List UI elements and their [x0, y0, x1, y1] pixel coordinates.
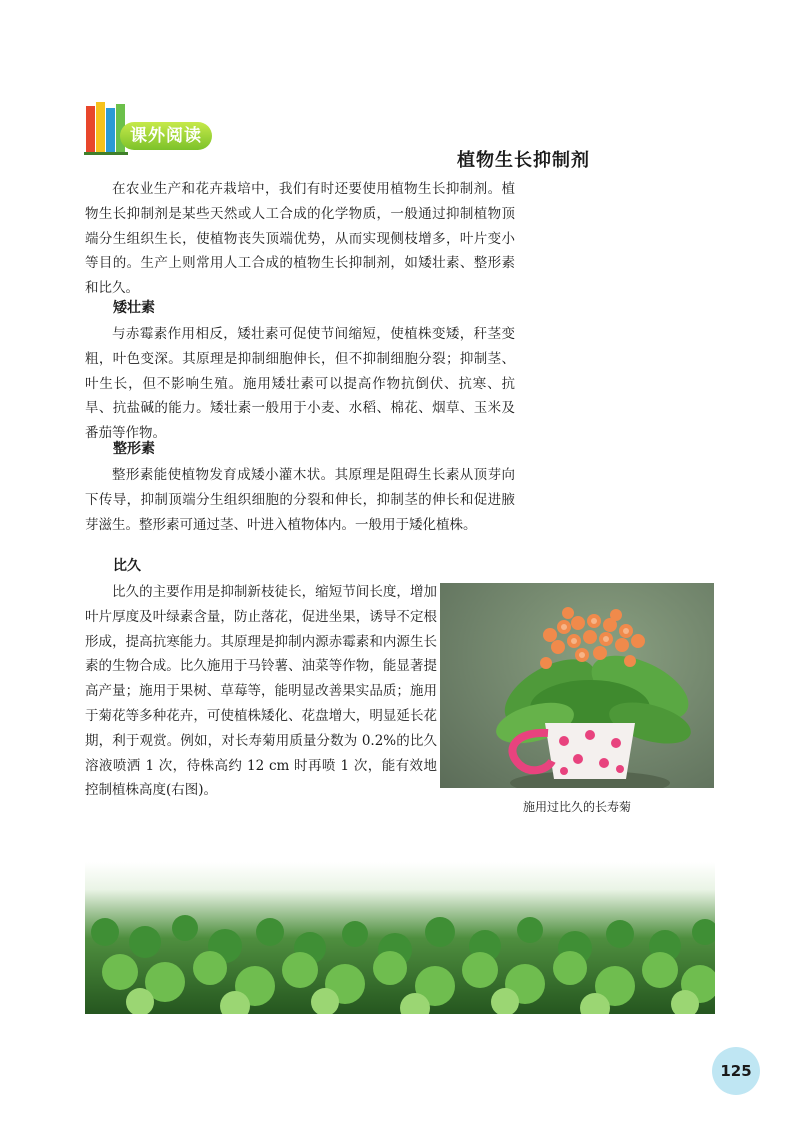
section-aizhuangsu: [85, 294, 515, 446]
section-paragraph: 整形素能使植物发育成矮小灌木状。其原理是阻碍生长素从顶芽向下传导，抑制顶端分生组织细胞的分裂和伸长，抑制茎的伸长和促进腋芽滋生。整形素可通过茎、叶进入植物体内。一般用于矮化植株。: [85, 467, 515, 533]
section-bijiu: [85, 552, 437, 803]
flower-pot-illustration: [440, 583, 714, 788]
section-heading: 比久: [113, 558, 141, 574]
page-number: 125: [712, 1047, 760, 1095]
section-heading: 矮壮素: [113, 300, 155, 316]
section-paragraph: 与赤霉素作用相反，矮壮素可促使节间缩短，使植株变矮，秆茎变粗，叶色变深。其原理是抑制细胞伸长，但不抑制细胞分裂；抑制茎、叶生长，但不影响生殖。施用矮壮素可以提高作物抗倒伏、抗寒、抗旱、抗盐碱的能力。矮壮素一般用于小麦、水稻、棉花、烟草、玉米及番茄等作物。: [85, 326, 515, 442]
article-title: 植物生长抑制剂: [457, 150, 590, 171]
section-heading: 整形素: [113, 441, 155, 457]
intro-block: [85, 177, 515, 301]
section-paragraph: 比久的主要作用是抑制新枝徒长，缩短节间长度，增加叶片厚度及叶绿素含量，防止落花，促进坐果，诱导不定根形成，提高抗寒能力。其原理是抑制内源赤霉素和内源生长素的生物合成。比久施用于马铃薯、油菜等作物，能显著提高产量；施用于果树、草莓等，能明显改善果实品质；施用于菊花等多种花卉，可使植株矮化、花盘增大，明显延长花期，利于观赏。例如，对长寿菊用质量分数为 0.2%的比久溶液喷洒 1 次，待株高约 12 cm 时再喷 1 次，能有效地控制植株高度(右图)。: [85, 584, 437, 799]
clover-banner: [85, 862, 715, 1014]
badge-label: 课外阅读: [120, 122, 212, 150]
intro-paragraph: 在农业生产和花卉栽培中，我们有时还要使用植物生长抑制剂。植物生长抑制剂是某些天然或人工合成的化学物质，一般通过抑制植物顶端分生组织生长，使植物丧失顶端优势，从而实现侧枝增多，叶片变小等目的。生产上则常用人工合成的植物生长抑制剂，如矮壮素、整形素和比久。: [85, 181, 515, 297]
section-badge: [84, 100, 234, 160]
section-zhengxingsu: [85, 435, 515, 537]
kalanchoe-photo: [440, 583, 714, 788]
clover-illustration: [85, 862, 715, 1014]
figure-caption: 施用过比久的长寿菊: [522, 800, 631, 814]
